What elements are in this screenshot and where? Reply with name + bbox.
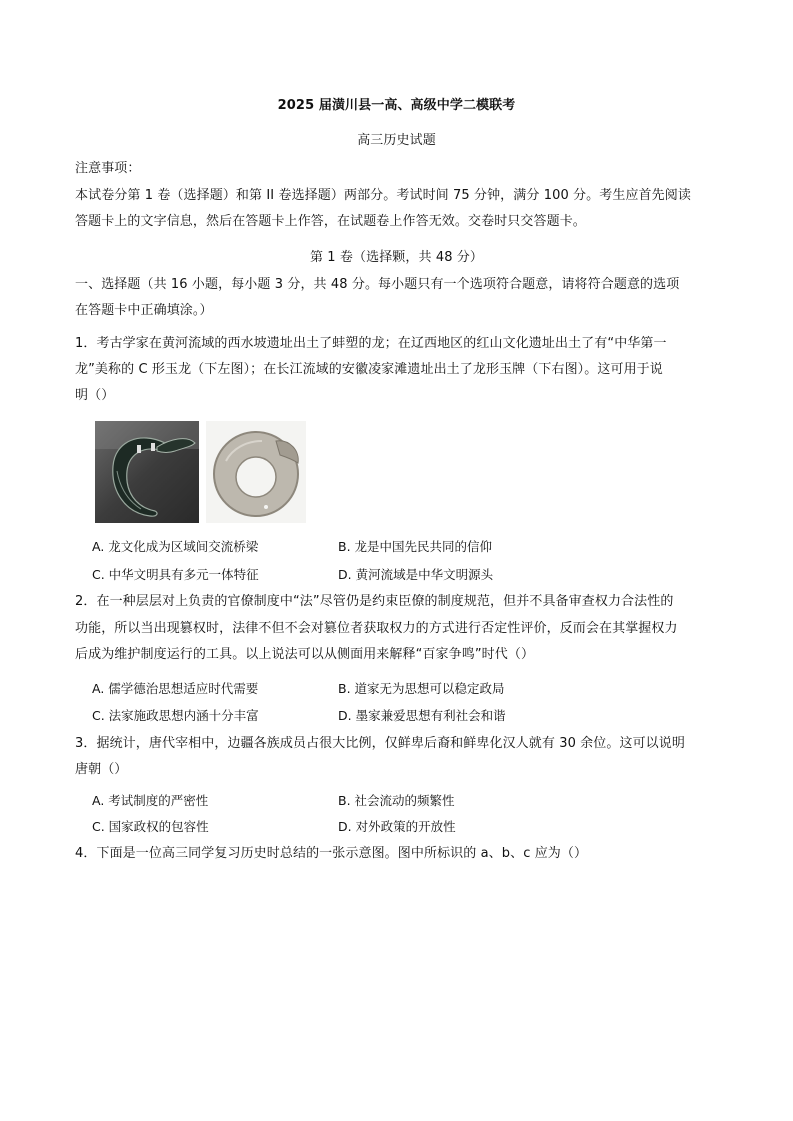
q3-line-2: 唐朝（）: [75, 762, 128, 777]
q1-line-3: 明（）: [75, 388, 115, 403]
q2-option-a: A. 儒学德治思想适应时代需要: [92, 681, 259, 696]
q1-option-a: A. 龙文化成为区域间交流桥梁: [92, 539, 259, 554]
notice-line-2: 答题卡上的文字信息，然后在答题卡上作答，在试题卷上作答无效。交卷时只交答题卡。: [75, 214, 586, 229]
q1-option-c: C. 中华文明具有多元一体特征: [92, 567, 259, 582]
q2-line-3: 后成为维护制度运行的工具。以上说法可以从侧面用来解释“百家争鸣”时代（）: [75, 647, 535, 662]
q2-line-2: 功能，所以当出现篡权时，法律不但不会对篡位者获取权力的方式进行否定性评价，反而会在其掌握权力: [75, 621, 678, 636]
section-instruction-1: 一、选择题（共 16 小题，每小题 3 分，共 48 分。每小题只有一个选项符合题意，请将符合题意的选项: [75, 277, 680, 292]
q1-option-d: D. 黄河流域是中华文明源头: [338, 567, 494, 582]
q2-line-1: 2．在一种层层对上负责的官僚制度中“法”尽管仍是约束臣僚的制度规范，但并不具备审查权力合法性的: [75, 594, 674, 609]
q3-option-b: B. 社会流动的频繁性: [338, 793, 455, 808]
q4-line-1: 4．下面是一位高三同学复习历史时总结的一张示意图。图中所标识的 a、b、c 应为（）: [75, 846, 588, 861]
dragon-plaque-photo: [206, 421, 306, 523]
jade-dragon-photo: [95, 421, 199, 523]
q1-line-2: 龙”美称的 C 形玉龙（下左图）；在长江流域的安徽凌家滩遗址出土了龙形玉牌（下右图）。这可用于说: [75, 362, 663, 377]
section-title: 第 1 卷（选择颗，共 48 分）: [309, 250, 484, 265]
notice-line-1: 本试卷分第 1 卷（选择题）和第 II 卷选择题）两部分。考试时间 75 分钟，满分 100 分。考生应首先阅读: [75, 188, 691, 203]
q3-line-1: 3．据统计，唐代宰相中，边疆各族成员占很大比例，仅鲜卑后裔和鲜卑化汉人就有 30 余位。这可以说明: [75, 736, 685, 751]
q1-option-b: B. 龙是中国先民共同的信仰: [338, 539, 493, 554]
q3-option-c: C. 国家政权的包容性: [92, 819, 209, 834]
q3-option-a: A. 考试制度的严密性: [92, 793, 209, 808]
q3-option-d: D. 对外政策的开放性: [338, 819, 456, 834]
q2-option-c: C. 法家施政思想内涵十分丰富: [92, 708, 259, 723]
subject-title: 高三历史试题: [357, 133, 436, 148]
q1-line-1: 1．考古学家在黄河流域的西水坡遗址出土了蚌塑的龙；在辽西地区的红山文化遗址出土了有“中华第一: [75, 336, 667, 351]
q2-option-b: B. 道家无为思想可以稳定政局: [338, 681, 505, 696]
q2-option-d: D. 墨家兼爱思想有利社会和谐: [338, 708, 506, 723]
exam-title: 2025 届潢川县一高、高级中学二模联考: [277, 98, 516, 113]
notice-heading: 注意事项：: [75, 161, 141, 176]
section-instruction-2: 在答题卡中正确填涂。）: [75, 303, 213, 318]
